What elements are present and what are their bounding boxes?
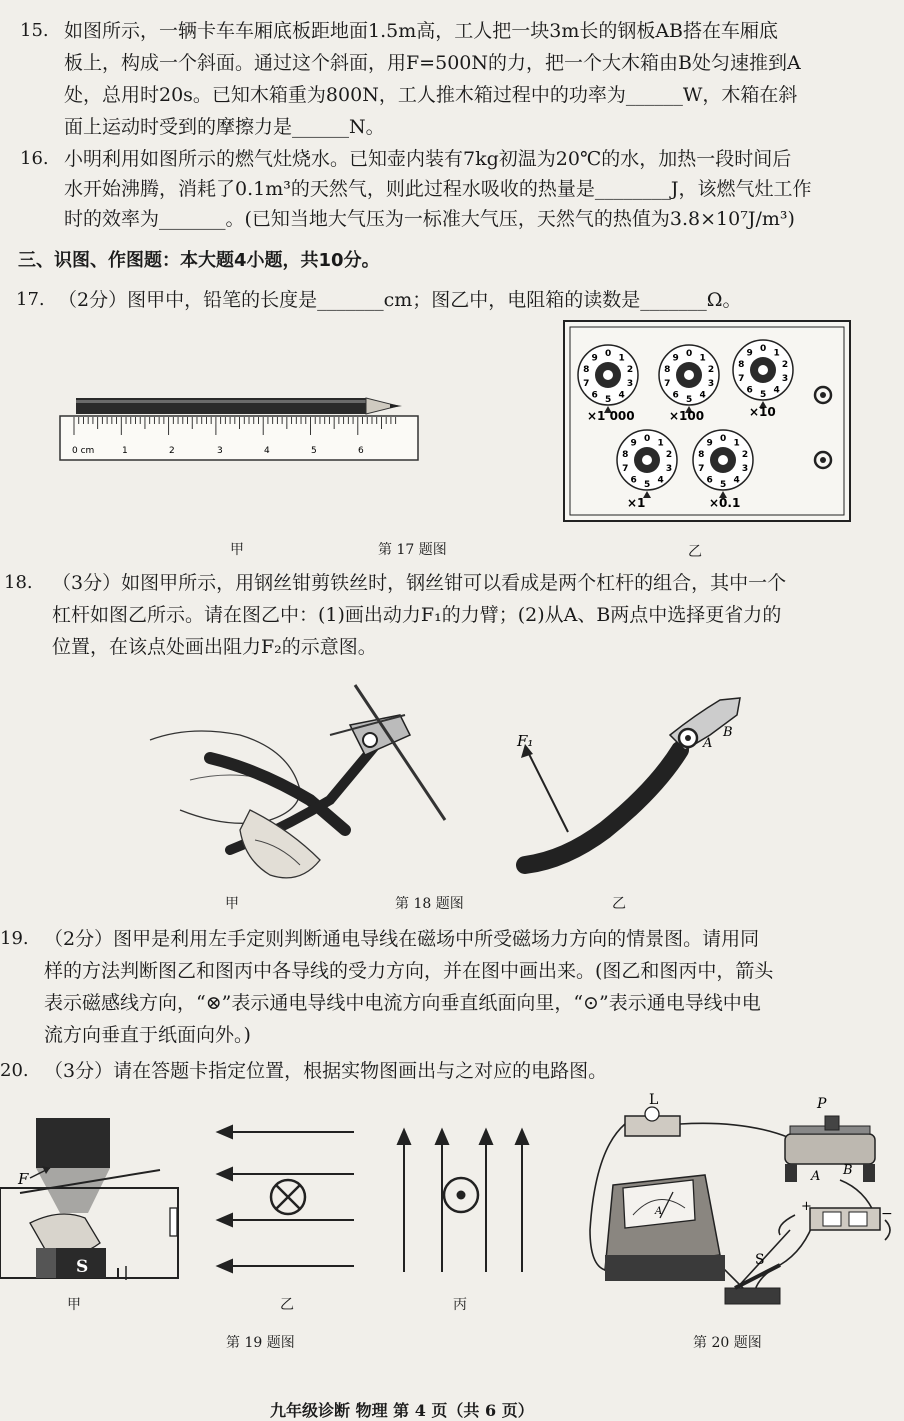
ruler xyxy=(60,416,418,460)
circuit-figure xyxy=(585,1090,900,1315)
ruler-label-6: 6 xyxy=(358,446,364,456)
dial-digit: 7 xyxy=(583,379,590,390)
dial-digit: 1 xyxy=(773,348,780,359)
dial-digit: 8 xyxy=(698,449,705,460)
label-plus: + xyxy=(801,1199,812,1214)
dial-digit: 2 xyxy=(626,364,634,375)
label-f1: F₁ xyxy=(517,732,534,750)
label-b: B xyxy=(723,725,733,740)
label-minus: − xyxy=(881,1206,893,1222)
q20-caption: 第 20 题图 xyxy=(693,1335,762,1351)
dial-digit: 5 xyxy=(644,480,651,490)
dial-digit: 5 xyxy=(720,480,727,490)
dial-digit: 2 xyxy=(665,449,673,460)
dial-digit: 0 xyxy=(760,344,767,354)
ruler-figure xyxy=(60,390,420,470)
dial-digit: 3 xyxy=(665,464,673,475)
lever-figure xyxy=(505,680,755,890)
q15-number: 15. xyxy=(20,20,49,41)
q18-caption-right: 乙 xyxy=(612,896,626,912)
q19-caption-jia: 甲 xyxy=(67,1297,81,1313)
dial-digit: 6 xyxy=(591,390,598,401)
dial-digit: 2 xyxy=(707,364,715,375)
label-rheostat-a: A xyxy=(811,1169,821,1184)
dial-digit: 8 xyxy=(738,359,745,370)
q19-caption-bing: 丙 xyxy=(453,1297,467,1313)
q18-line-3: 位置，在该点处画出阻力F₂的示意图。 xyxy=(52,636,377,658)
dial-digit: 1 xyxy=(733,438,740,449)
q19-caption: 第 19 题图 xyxy=(226,1335,295,1351)
dial-digit: 0 xyxy=(644,434,651,444)
page-footer: 九年级诊断 物理 第 4 页（共 6 页） xyxy=(270,1401,534,1420)
dial-digit: 7 xyxy=(664,379,671,390)
dial-digit: 0 xyxy=(720,434,727,444)
q15-line-2: 板上，构成一个斜面。通过这个斜面，用F=500N的力，把一个大木箱由B处匀速推到A xyxy=(64,52,801,74)
q17-caption: 第 17 题图 xyxy=(378,542,447,558)
q20-number: 20. xyxy=(0,1060,29,1081)
dial-digit: 8 xyxy=(664,364,671,375)
dial-digit: 5 xyxy=(686,395,693,405)
battery xyxy=(810,1208,880,1230)
label-meter-a: A xyxy=(655,1206,663,1217)
q19-line-1: （2分）图甲是利用左手定则判断通电导线在磁场中所受磁场力方向的情景图。请用同 xyxy=(44,928,760,950)
dial-digit: 3 xyxy=(741,464,749,475)
dial-digit: 6 xyxy=(706,475,713,486)
pliers-hand-figure xyxy=(150,680,460,890)
dial-digit: 5 xyxy=(605,395,612,405)
q16-number: 16. xyxy=(20,148,49,169)
field-up-figure xyxy=(390,1122,540,1282)
q16-line-1: 小明利用如图所示的燃气灶烧水。已知壶内装有7kg初温为20℃的水，加热一段时间后 xyxy=(64,148,792,170)
ruler-label-2: 2 xyxy=(169,446,175,456)
q17-caption-right: 乙 xyxy=(688,544,702,560)
q16-line-2: 水开始沸腾，消耗了0.1m³的天然气，则此过程水吸收的热量是________J，该燃气灶工作 xyxy=(64,178,812,200)
dial-digit: 1 xyxy=(699,353,706,364)
knob-label-1: ×1 xyxy=(627,496,646,510)
q18-caption: 第 18 题图 xyxy=(395,896,464,912)
dial-digit: 7 xyxy=(622,464,629,475)
knob-label-0-1: ×0.1 xyxy=(709,496,741,510)
dial-digit: 3 xyxy=(626,379,634,390)
dial-digit: 4 xyxy=(618,390,625,401)
dial-digit: 7 xyxy=(738,374,745,385)
q19-line-4: 流方向垂直于纸面向外。) xyxy=(44,1024,251,1046)
dial-digit: 2 xyxy=(741,449,749,460)
ruler-label-3: 3 xyxy=(217,446,223,456)
dial-digit: 8 xyxy=(583,364,590,375)
dial-digit: 4 xyxy=(773,385,780,396)
switch xyxy=(725,1288,780,1304)
q17-caption-left: 甲 xyxy=(230,542,244,558)
label-s-magnet: S xyxy=(76,1257,89,1277)
dial-digit: 0 xyxy=(686,349,693,359)
ruler-label-5: 5 xyxy=(311,446,317,456)
q17-number: 17. xyxy=(16,289,45,310)
dial-digit: 9 xyxy=(630,438,637,449)
ruler-label-0: 0 cm xyxy=(72,446,95,456)
label-s: S xyxy=(755,1252,765,1268)
dial-digit: 6 xyxy=(672,390,679,401)
left-hand-rule-figure xyxy=(0,1108,185,1293)
field-left-figure xyxy=(210,1120,370,1280)
knob-label-1000: ×1 000 xyxy=(587,409,635,423)
dial-digit: 1 xyxy=(618,353,625,364)
q15-line-3: 处，总用时20s。已知木箱重为800N，工人推木箱过程中的功率为______W，木箱在斜 xyxy=(64,84,798,106)
dial-digit: 6 xyxy=(630,475,637,486)
dial-digit: 8 xyxy=(622,449,629,460)
dial-digit: 4 xyxy=(699,390,706,401)
dial-digit: 6 xyxy=(746,385,753,396)
ruler-label-4: 4 xyxy=(264,446,270,456)
ruler-label-1: 1 xyxy=(122,446,128,456)
dial-digit: 9 xyxy=(591,353,598,364)
dial-digit: 2 xyxy=(781,359,789,370)
rheostat xyxy=(785,1134,875,1164)
q18-line-1: （3分）如图甲所示，用钢丝钳剪铁丝时，钢丝钳可以看成是两个杠杆的组合，其中一个 xyxy=(52,572,787,594)
q15-line-4: 面上运动时受到的摩擦力是______N。 xyxy=(64,116,385,138)
label-rheostat-b: B xyxy=(843,1163,853,1178)
dial-digit: 5 xyxy=(760,390,767,400)
q19-caption-yi: 乙 xyxy=(280,1297,294,1313)
q18-caption-left: 甲 xyxy=(225,896,239,912)
q20-text: （3分）请在答题卡指定位置，根据实物图画出与之对应的电路图。 xyxy=(44,1060,608,1082)
knob-label-10: ×10 xyxy=(749,405,776,419)
dial-digit: 4 xyxy=(733,475,740,486)
q19-line-2: 样的方法判断图乙和图丙中各导线的受力方向，并在图中画出来。(图乙和图丙中，箭头 xyxy=(44,960,774,982)
label-a: A xyxy=(703,736,713,751)
q19-number: 19. xyxy=(0,928,29,949)
knob-label-100: ×100 xyxy=(669,409,705,423)
dial-digit: 1 xyxy=(657,438,664,449)
dial-digit: 9 xyxy=(746,348,753,359)
q16-line-3: 时的效率为_______。(已知当地大气压为一标准大气压，天然气的热值为3.8×10⁷J/m³) xyxy=(64,208,795,230)
pencil xyxy=(76,398,402,414)
label-force-f: F xyxy=(18,1170,29,1188)
resistance-box xyxy=(563,320,853,524)
q18-number: 18. xyxy=(4,572,33,593)
q17-text: （2分）图甲中，铅笔的长度是_______cm；图乙中，电阻箱的读数是_______Ω。 xyxy=(58,289,742,311)
label-p: P xyxy=(817,1096,827,1112)
q15-line-1: 如图所示，一辆卡车车厢底板距地面1.5m高，工人把一块3m长的钢板AB搭在车厢底 xyxy=(64,20,779,42)
section-3-heading: 三、识图、作图题：本大题4小题，共10分。 xyxy=(18,250,380,271)
q19-line-3: 表示磁感线方向，“⊗”表示通电导线中电流方向垂直纸面向里，“⊙”表示通电导线中电 xyxy=(44,992,761,1014)
dial-digit: 4 xyxy=(657,475,664,486)
dial-digit: 7 xyxy=(698,464,705,475)
dial-digit: 3 xyxy=(781,374,789,385)
dial-digit: 9 xyxy=(672,353,679,364)
f1-arrow xyxy=(527,750,568,832)
dial-digit: 3 xyxy=(707,379,715,390)
dial-digit: 0 xyxy=(605,349,612,359)
label-l: L xyxy=(649,1092,659,1108)
q18-line-2: 杠杆如图乙所示。请在图乙中：(1)画出动力F₁的力臂；(2)从A、B两点中选择更省力的 xyxy=(52,604,782,626)
dial-digit: 9 xyxy=(706,438,713,449)
